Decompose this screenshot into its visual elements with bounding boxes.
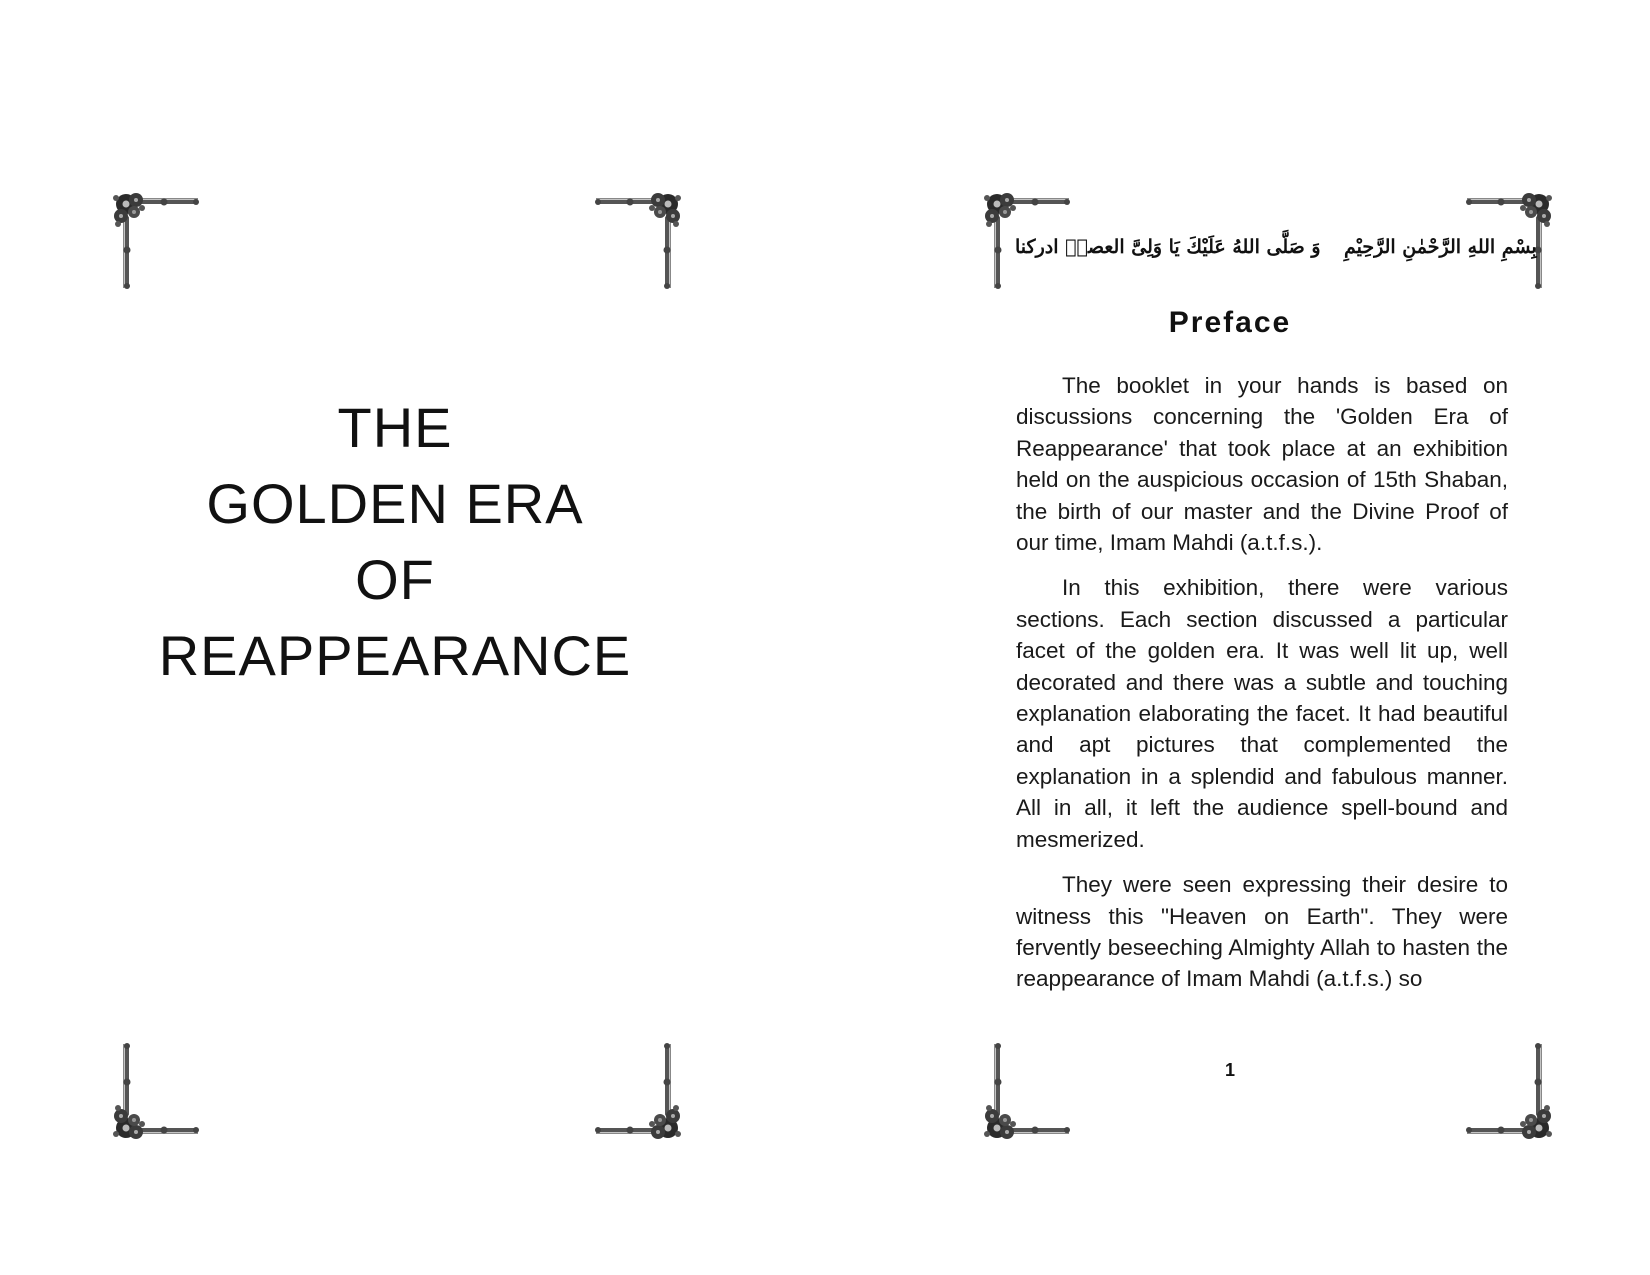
- title-line: GOLDEN ERA: [206, 472, 584, 535]
- floral-corner-ornament-icon: [112, 192, 202, 292]
- arabic-bismillah: بِسْمِ اللهِ الرَّحْمٰنِ الرَّحِیْمِ: [1344, 236, 1537, 258]
- paragraph: In this exhibition, there were various sections. Each section discussed a particular facet of the golden era. It was well lit up, well decorated and there was a subtle and touching explanation elaborating the facet. It had beautiful and apt pictures that complemented the explanation in a splendid and fabulous manner. All in all, it left the audience spell-bound and mesmerized.: [1016, 575, 1508, 852]
- floral-corner-ornament-icon: [1463, 1040, 1553, 1140]
- title-line: OF: [355, 548, 435, 611]
- page-heading: Preface: [1168, 306, 1292, 339]
- floral-corner-ornament-icon: [112, 1040, 202, 1140]
- floral-corner-ornament-icon: [592, 192, 682, 292]
- title-line: REAPPEARANCE: [158, 624, 632, 687]
- body-text: [1016, 370, 1508, 1009]
- paragraph: They were seen expressing their desire to witness this "Heaven on Earth". They were fervently beseeching Almighty Allah to hasten the reappearance of Imam Mahdi (a.t.f.s.) so: [1016, 872, 1508, 992]
- floral-corner-ornament-icon: [983, 1040, 1073, 1140]
- title-line: THE: [337, 396, 453, 459]
- paragraph: The booklet in your hands is based on discussions concerning the 'Golden Era of Reappearance' that took place at an exhibition held on the auspicious occasion of 15th Shaban, the birth of our master and the Divine Proof of our time, Imam Mahdi (a.t.f.s.).: [1016, 373, 1508, 556]
- right-page: [825, 0, 1650, 1275]
- page-number: 1: [1224, 1060, 1235, 1080]
- arabic-salutation: وَ صَلَّی اللهُ عَلَیْكَ یَا وَلِیَّ العصرؑ ادرکنا: [1015, 236, 1321, 258]
- book-title: [90, 390, 700, 694]
- floral-corner-ornament-icon: [592, 1040, 682, 1140]
